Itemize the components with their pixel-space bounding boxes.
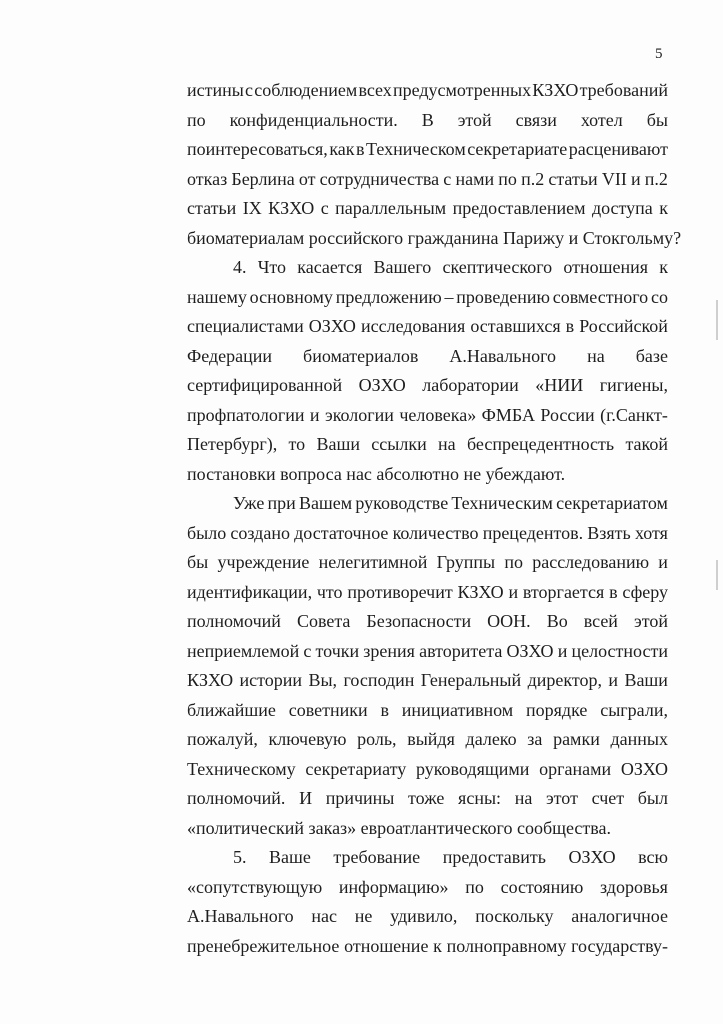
text-line: статьи IX КЗХО с параллельным предоставлением доступа к (187, 198, 668, 218)
text-line: поинтересоваться, как в Техническом секретариате расценивают (187, 139, 668, 159)
text-line: по конфиденциальности. В этой связи хотел бы (187, 109, 668, 130)
paragraph-p-4b (187, 489, 668, 843)
text-line: нашему основному предложению – проведению совместного со (187, 286, 668, 307)
text-line: 4. Что касается Вашего скептического отношения к (233, 257, 668, 277)
text-line: пренебрежительное отношение к полноправному государству- (187, 935, 668, 956)
text-line: постановки вопроса нас абсолютно не убеждают. (187, 463, 566, 484)
text-line: КЗХО истории Вы, господин Генеральный директор, и Ваши (187, 670, 668, 690)
text-line: Техническому секретариату руководящими органами ОЗХО (187, 758, 668, 779)
text-line: неприемлемой с точки зрения авторитета ОЗХО и целостности (187, 640, 668, 661)
text-line: Уже при Вашем руководстве Техническим секретариатом (233, 493, 668, 513)
paragraph-p-4 (187, 253, 668, 489)
text-line: полномочий. И причины тоже ясны: на этот счет был (187, 788, 668, 808)
text-line: 5. Ваше требование предоставить ОЗХО всю (233, 847, 668, 867)
paragraph-p-cont (187, 76, 682, 253)
text-line: ближайшие советники в инициативном порядке сыграли, (187, 699, 668, 720)
text-line: А.Навального нас не удивило, поскольку аналогичное (187, 906, 668, 926)
text-line: биоматериалам российского гражданина Парижу и Стокгольму? (187, 227, 682, 248)
text-line: идентификации, что противоречит КЗХО и вторгается в сферу (187, 581, 668, 602)
document-body (187, 76, 682, 961)
paragraph-p-5 (187, 843, 668, 961)
text-line: Федерации биоматериалов А.Навального на базе (187, 345, 668, 366)
scan-edge-mark (716, 560, 718, 590)
text-line: истины с соблюдением всех предусмотренных КЗХО требований (187, 80, 668, 100)
page-number: 5 (655, 46, 663, 62)
text-line: пожалуй, ключевую роль, выйдя далеко за рамки данных (187, 729, 668, 749)
text-line: Петербург), то Ваши ссылки на беспрецедентность такой (187, 434, 668, 454)
text-line: «политический заказ» евроатлантического сообщества. (187, 817, 612, 838)
text-line: специалистами ОЗХО исследования оставшихся в Российской (187, 316, 668, 336)
text-line: отказ Берлина от сотрудничества с нами по п.2 статьи VII и п.2 (187, 168, 668, 189)
text-line: бы учреждение нелегитимной Группы по расследованию и (187, 552, 668, 572)
text-line: было создано достаточное количество прецедентов. Взять хотя (187, 522, 668, 543)
text-line: полномочий Совета Безопасности ООН. Во всей этой (187, 611, 668, 631)
scan-edge-mark (716, 300, 718, 340)
text-line: профпатологии и экологии человека» ФМБА России (г.Санкт- (187, 404, 668, 425)
text-line: сертифицированной ОЗХО лаборатории «НИИ гигиены, (187, 375, 668, 395)
text-line: «сопутствующую информацию» по состоянию здоровья (187, 876, 668, 897)
